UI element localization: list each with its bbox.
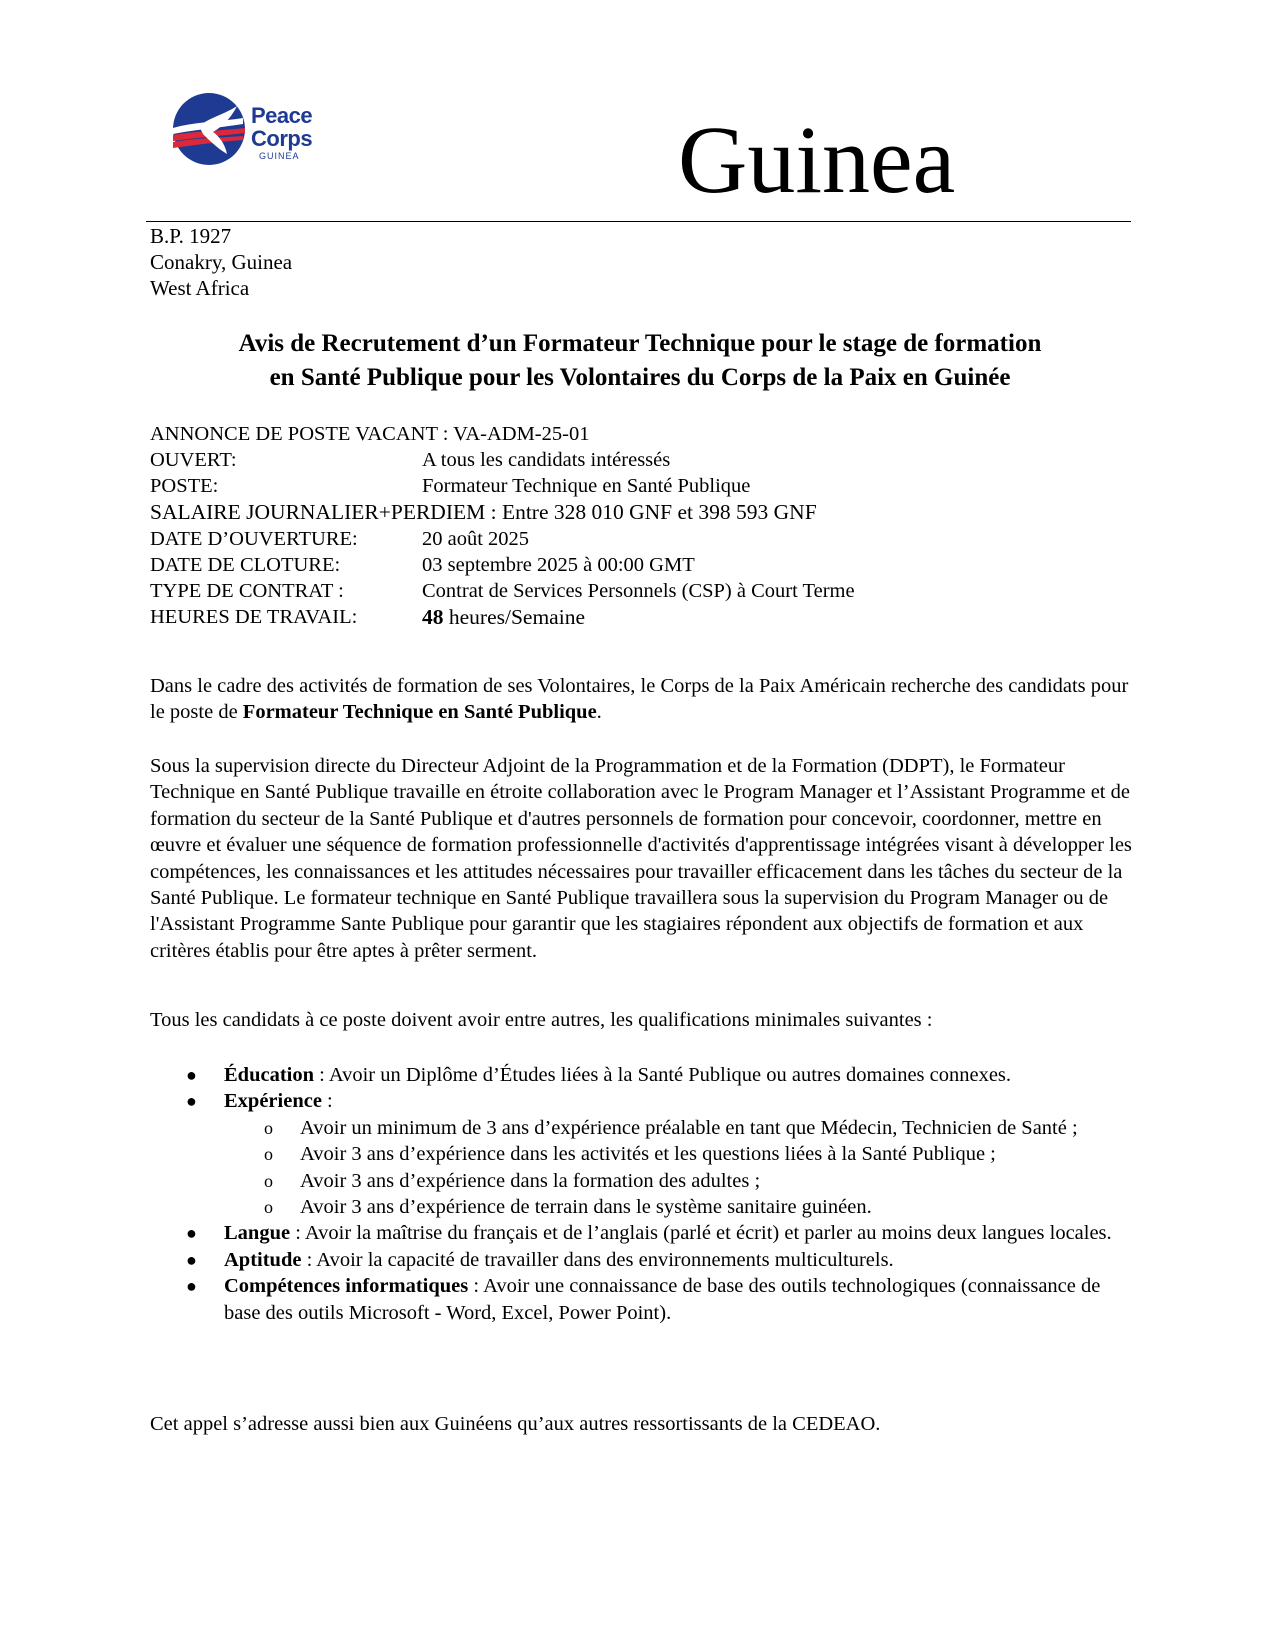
list-item-experience [150,1088,1132,1114]
experience-item: Avoir un minimum de 3 ans d’expérience préalable en tant que Médecin, Technicien de Santé ; [300,1116,1078,1139]
aptitude-text: : Avoir la capacité de travailler dans des environnements multiculturels. [301,1248,894,1271]
closing-statement: Cet appel s’adresse aussi bien aux Guinéens qu’aux autres ressortissants de la CEDEAO. [150,1413,881,1435]
experience-label: Expérience [224,1090,322,1113]
circle-bullet-icon: o [264,1117,273,1138]
address-line: B.P. 1927 [150,224,232,248]
annonce-text: ANNONCE DE POSTE VACANT : VA-ADM-25-01 [150,423,590,445]
heures-unit: heures/Semaine [443,605,585,629]
country-heading: Guinea [678,106,956,213]
address-line: Conakry, Guinea [150,250,293,274]
sub-list-item [150,1115,1132,1141]
heures-number: 48 [422,605,444,629]
circle-bullet-icon: o [264,1197,273,1218]
education-text: : Avoir un Diplôme d’Études liées à la Santé Publique ou autres domaines connexes. [314,1064,1012,1086]
qualifications-intro: Tous les candidats à ce poste doivent avoir entre autres, les qualifications minimales suivantes : [150,1009,933,1031]
circle-bullet-icon: o [264,1170,273,1191]
dove-emblem-icon [173,88,253,170]
ouvert-label: OUVERT: [150,449,237,471]
aptitude-label: Aptitude [224,1248,302,1271]
contrat-label: TYPE DE CONTRAT : [150,580,344,602]
experience-item: Avoir 3 ans d’expérience de terrain dans le système sanitaire guinéen. [300,1196,872,1219]
informatique-text: : Avoir une connaissance de base des outils technologiques (connaissance de base des outils Microsoft - Word, Excel, Power Point). [224,1275,1101,1324]
intro-end: . [596,701,602,724]
postal-address [150,223,292,301]
informatique-label: Compétences informatiques [224,1275,469,1298]
list-item-langue [150,1220,1132,1246]
logo-wordmark-corps: Corps [251,126,313,151]
heures-value [422,604,585,630]
peace-corps-logo [173,88,323,170]
title-line: Avis de Recrutement d’un Formateur Technique pour le stage de formation [238,330,1042,357]
poste-value: Formateur Technique en Santé Publique [422,475,751,497]
sub-list-item [150,1194,1132,1220]
experience-item: Avoir 3 ans d’expérience dans les activités et les questions liées à la Santé Publique ; [300,1143,996,1166]
cloture-value: 03 septembre 2025 à 00:00 GMT [422,554,695,576]
title-line: en Santé Publique pour les Volontaires du Corps de la Paix en Guinée [269,364,1011,391]
heures-label: HEURES DE TRAVAIL: [150,606,358,628]
cloture-label: DATE DE CLOTURE: [150,554,341,576]
langue-label: Langue [224,1222,291,1245]
qualifications-list [150,1062,1132,1326]
intro-position-title: Formateur Technique en Santé Publique [242,701,597,724]
poste-label: POSTE: [150,475,219,497]
address-line: West Africa [150,276,250,300]
list-item-education [150,1062,1132,1088]
intro-paragraph [150,673,1132,726]
list-item-aptitude [150,1247,1132,1273]
sub-list-item [150,1168,1132,1194]
ouvert-value: A tous les candidats intéressés [422,449,671,471]
bullet-icon: ● [186,1223,197,1244]
ouverture-label: DATE D’OUVERTURE: [150,528,358,550]
bullet-icon: ● [186,1249,197,1270]
ouverture-value: 20 août 2025 [422,528,530,550]
bullet-icon: ● [186,1276,197,1297]
circle-bullet-icon: o [264,1144,273,1165]
header-divider [146,221,1131,222]
sub-list-item [150,1141,1132,1167]
experience-text: : [321,1090,333,1113]
logo-wordmark-peace: Peace [251,103,313,128]
bullet-icon: ● [186,1065,197,1085]
list-item-informatique [150,1273,1132,1326]
langue-text: : Avoir la maîtrise du français et de l’anglais (parlé et écrit) et parler au moins deux langues locales. [290,1222,1112,1245]
experience-item: Avoir 3 ans d’expérience dans la formation des adultes ; [300,1169,761,1192]
intro-text: Dans le cadre des activités de formation de ses Volontaires, le Corps de la Paix Américain recherche des candidats pour le poste de [150,675,1129,724]
contrat-value: Contrat de Services Personnels (CSP) à Court Terme [422,580,855,602]
salaire-text: SALAIRE JOURNALIER+PERDIEM : Entre 328 010 GNF et 398 593 GNF [150,500,817,524]
bullet-icon: ● [186,1091,197,1112]
education-label: Éducation [224,1064,314,1086]
description-paragraph: Sous la supervision directe du Directeur Adjoint de la Programmation et de la Formation (DDPT), le Formateur Technique en Santé Publique travaille en étroite collaboration avec le Program Manager et l’Assistant Programme et de formation du secteur de la Santé Publique et d'autres personnels de formation pour concevoir, coordonner, mettre en œuvre et évaluer une séquence de formation professionnelle d'activités d'apprentissage intégrées visant à développer les compétences, les connaissances et les attitudes nécessaires pour travailler efficacement dans les tâches du secteur de la Santé Publique. Le formateur technique en Santé Publique travaillera sous la supervision du Program Manager ou de l'Assistant Programme Sante Publique pour garantir que les stagiaires répondent aux objectifs de formation et aux critères établis pour être aptes à prêter serment. [150,755,1132,962]
announcement-title [150,327,1130,395]
logo-wordmark-country: GUINEA [259,151,300,161]
